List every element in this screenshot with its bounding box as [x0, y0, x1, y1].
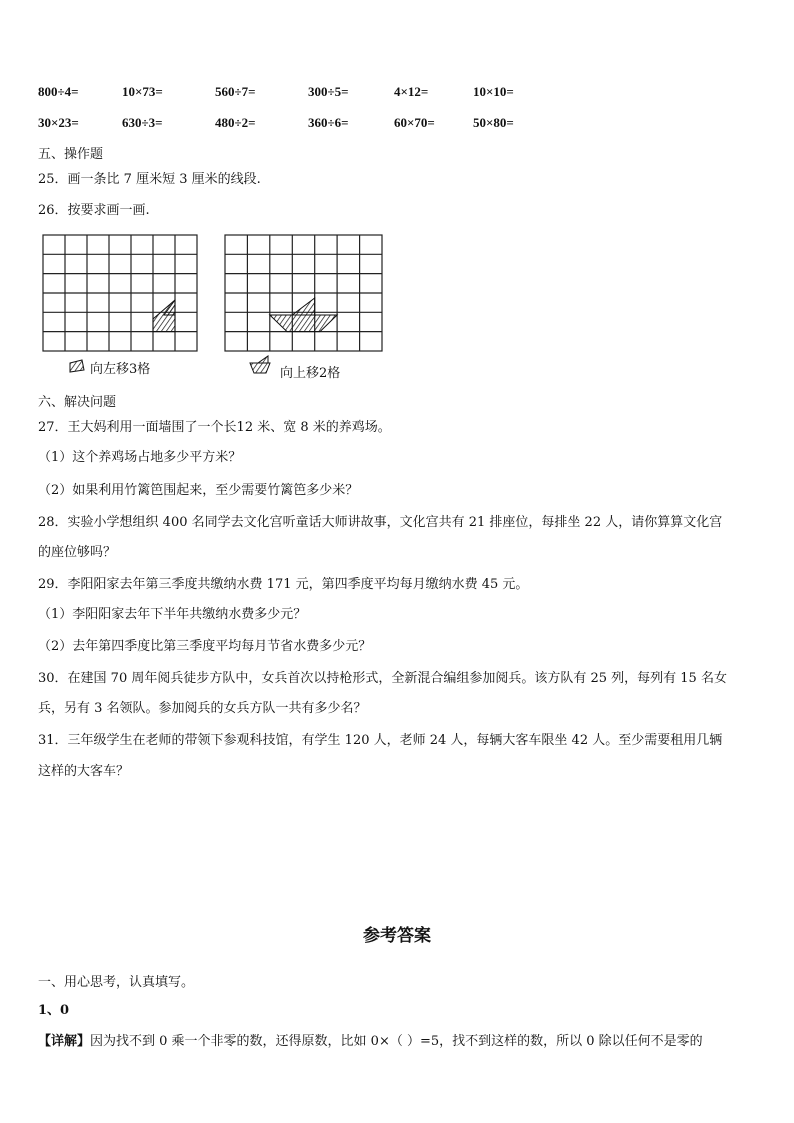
grid-figure-right [222, 232, 387, 382]
answer-detail [38, 1030, 703, 1049]
grid-caption-right: 向上移2格 [280, 366, 341, 381]
calc-item: 480÷2= [215, 115, 256, 130]
calc-item: 4×12= [394, 84, 429, 99]
grid-caption-left: 向左移3格 [90, 362, 151, 377]
calc-item: 10×73= [122, 84, 163, 99]
question-29-2: （2）去年第四季度比第三季度平均每月节省水费多少元？ [38, 639, 372, 654]
grid-lines [225, 235, 382, 351]
question-29-1: （1）李阳阳家去年下半年共缴纳水费多少元？ [38, 607, 307, 622]
boat-icon [250, 363, 270, 373]
question-27-1: （1）这个养鸡场占地多少平方米？ [38, 450, 242, 465]
answer-item-1: 1、0 [38, 1003, 70, 1018]
question-28-line-1: 28．实验小学想组织 400 名同学去文化宫听童话大师讲故事，文化宫共有 21 排座位，每排坐 22 人，请你算算文化宫 [38, 515, 723, 530]
calc-item: 60×70= [394, 115, 435, 130]
calc-item: 560÷7= [215, 84, 256, 99]
caption-left [70, 360, 84, 372]
calc-item: 630÷3= [122, 115, 163, 130]
boat-sail-right [292, 298, 314, 315]
calc-item: 800÷4= [38, 84, 79, 99]
question-27-2: （2）如果利用竹篱笆围起来，至少需要竹篱笆多少米？ [38, 483, 359, 498]
question-27: 27．王大妈利用一面墙围了一个长12 米、宽 8 米的养鸡场。 [38, 420, 391, 435]
question-29: 29．李阳阳家去年第三季度共缴纳水费 171 元，第四季度平均每月缴纳水费 45 元。 [38, 577, 529, 592]
question-31-line-1: 31．三年级学生在老师的带领下参观科技馆，有学生 120 人，老师 24 人，每辆大客车限坐 42 人。至少需要租用几辆 [38, 733, 723, 748]
calc-item: 50×80= [473, 115, 514, 130]
boat-icon-sail [258, 356, 268, 363]
question-25: 25．画一条比 7 厘米短 3 厘米的线段. [38, 172, 261, 187]
answers-title: 参考答案 [363, 926, 431, 946]
boat-icon [70, 360, 84, 372]
grid-lines [43, 235, 197, 351]
calc-item: 360÷6= [308, 115, 349, 130]
question-30-line-2: 兵，另有 3 名领队。参加阅兵的女兵方队一共有多少名？ [38, 701, 367, 716]
question-26: 26．按要求画一画. [38, 203, 150, 218]
question-31-line-2: 这样的大客车？ [38, 764, 130, 779]
answers-section-1: 一、用心思考，认真填写。 [38, 975, 195, 990]
detail-text: 因为找不到 0 乘一个非零的数，还得原数，比如 0×（ ）=5，找不到这样的数，所以 0 除以任何不是零的 [90, 1034, 703, 1049]
calc-item: 10×10= [473, 84, 514, 99]
calc-item: 300÷5= [308, 84, 349, 99]
question-30-line-1: 30．在建国 70 周年阅兵徒步方队中，女兵首次以持枪形式，全新混合编组参加阅兵。该方队有 25 列，每列有 15 名女 [38, 671, 727, 686]
detail-label: 【详解】 [38, 1034, 91, 1049]
boat-hull-right [270, 315, 337, 332]
section-heading-5: 五、操作题 [38, 147, 104, 162]
section-heading-6: 六、解决问题 [38, 395, 117, 410]
question-28-line-2: 的座位够吗？ [38, 545, 117, 560]
calc-item: 30×23= [38, 115, 79, 130]
